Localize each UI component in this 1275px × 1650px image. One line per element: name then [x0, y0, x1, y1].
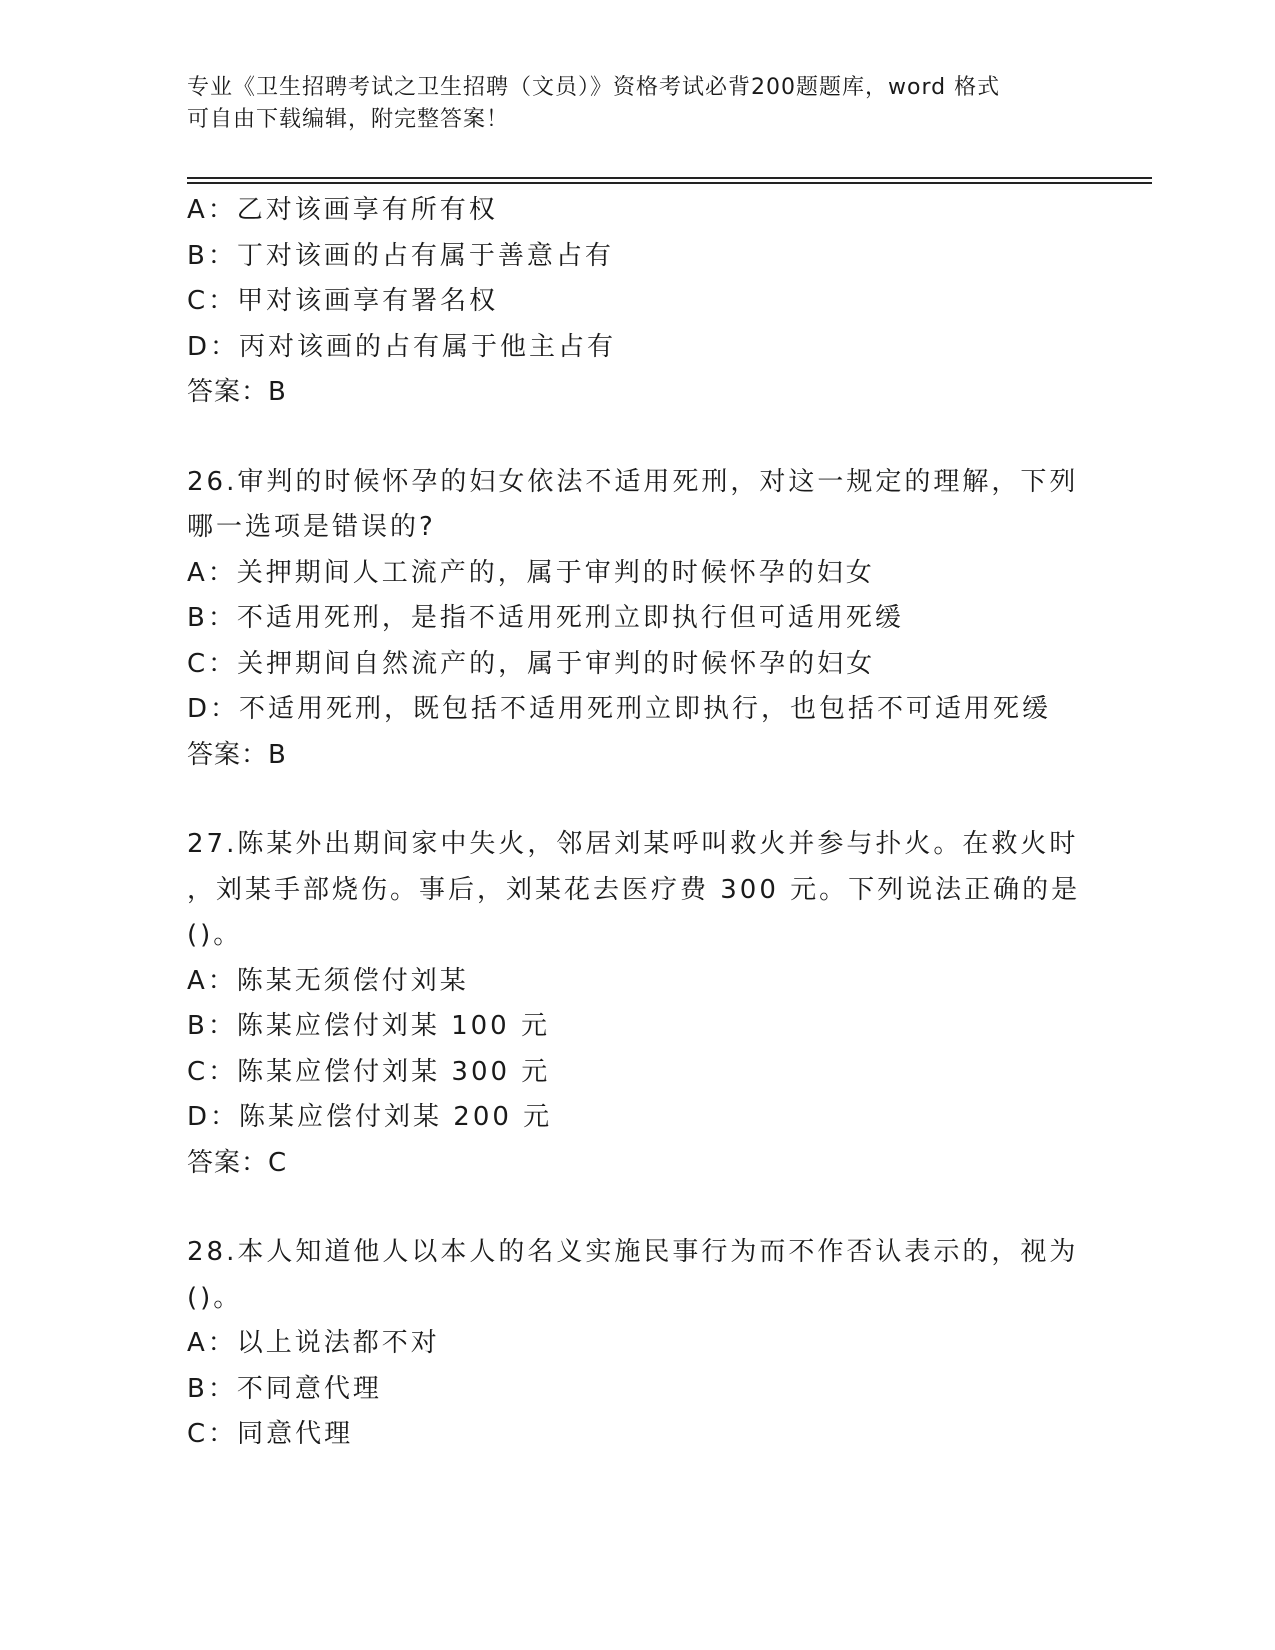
option-b: B：不同意代理	[187, 1373, 382, 1404]
question-block-26	[187, 460, 1087, 779]
header-line-1: 专业《卫生招聘考试之卫生招聘（文员）》资格考试必背200题题库，word 格式	[187, 75, 1001, 100]
header-line-2: 可自由下载编辑，附完整答案！	[187, 107, 510, 132]
spacer	[187, 778, 1087, 822]
option-a: A：陈某无须偿付刘某	[187, 965, 469, 996]
document-header	[187, 72, 1087, 136]
answer-line: 答案：B	[187, 739, 287, 770]
question-text-line: 27.陈某外出期间家中失火，邻居刘某呼叫救火并参与扑火。在救火时	[187, 829, 1079, 859]
header-rule-top	[187, 177, 1152, 179]
question-text-line: 哪一选项是错误的?	[187, 512, 436, 542]
header-rule-bottom	[187, 182, 1152, 184]
option-b: B：不适用死刑，是指不适用死刑立即执行但可适用死缓	[187, 603, 904, 633]
question-text-line: ()。	[187, 920, 243, 950]
spacer	[187, 1186, 1087, 1230]
question-block-25	[187, 188, 1087, 416]
option-c: C：关押期间自然流产的，属于审判的时候怀孕的妇女	[187, 648, 876, 679]
question-text-line: 26.审判的时候怀孕的妇女依法不适用死刑，对这一规定的理解，下列	[187, 466, 1079, 497]
question-block-28	[187, 1230, 1087, 1458]
option-c: C：同意代理	[187, 1419, 354, 1449]
option-a: A：关押期间人工流产的，属于审判的时候怀孕的妇女	[187, 557, 875, 588]
document-body	[187, 188, 1087, 1458]
option-b: B：丁对该画的占有属于善意占有	[187, 240, 614, 271]
question-text-line: ()。	[187, 1282, 243, 1313]
option-a: A：乙对该画享有所有权	[187, 195, 498, 225]
spacer	[187, 416, 1087, 460]
option-c: C：甲对该画享有署名权	[187, 286, 499, 316]
option-d: D：陈某应偿付刘某 200 元	[187, 1102, 553, 1132]
question-block-27	[187, 822, 1087, 1186]
option-d: D：不适用死刑，既包括不适用死刑立即执行，也包括不可适用死缓	[187, 694, 1052, 724]
option-a: A：以上说法都不对	[187, 1328, 440, 1358]
answer-line: 答案：B	[187, 377, 287, 407]
option-b: B：陈某应偿付刘某 100 元	[187, 1011, 550, 1041]
answer-line: 答案：C	[187, 1147, 288, 1178]
option-c: C：陈某应偿付刘某 300 元	[187, 1056, 551, 1087]
option-d: D：丙对该画的占有属于他主占有	[187, 331, 617, 362]
question-text-line: ，刘某手部烧伤。事后，刘某花去医疗费 300 元。下列说法正确的是	[187, 874, 1081, 905]
question-text-line: 28.本人知道他人以本人的名义实施民事行为而不作否认表示的，视为	[187, 1237, 1079, 1267]
